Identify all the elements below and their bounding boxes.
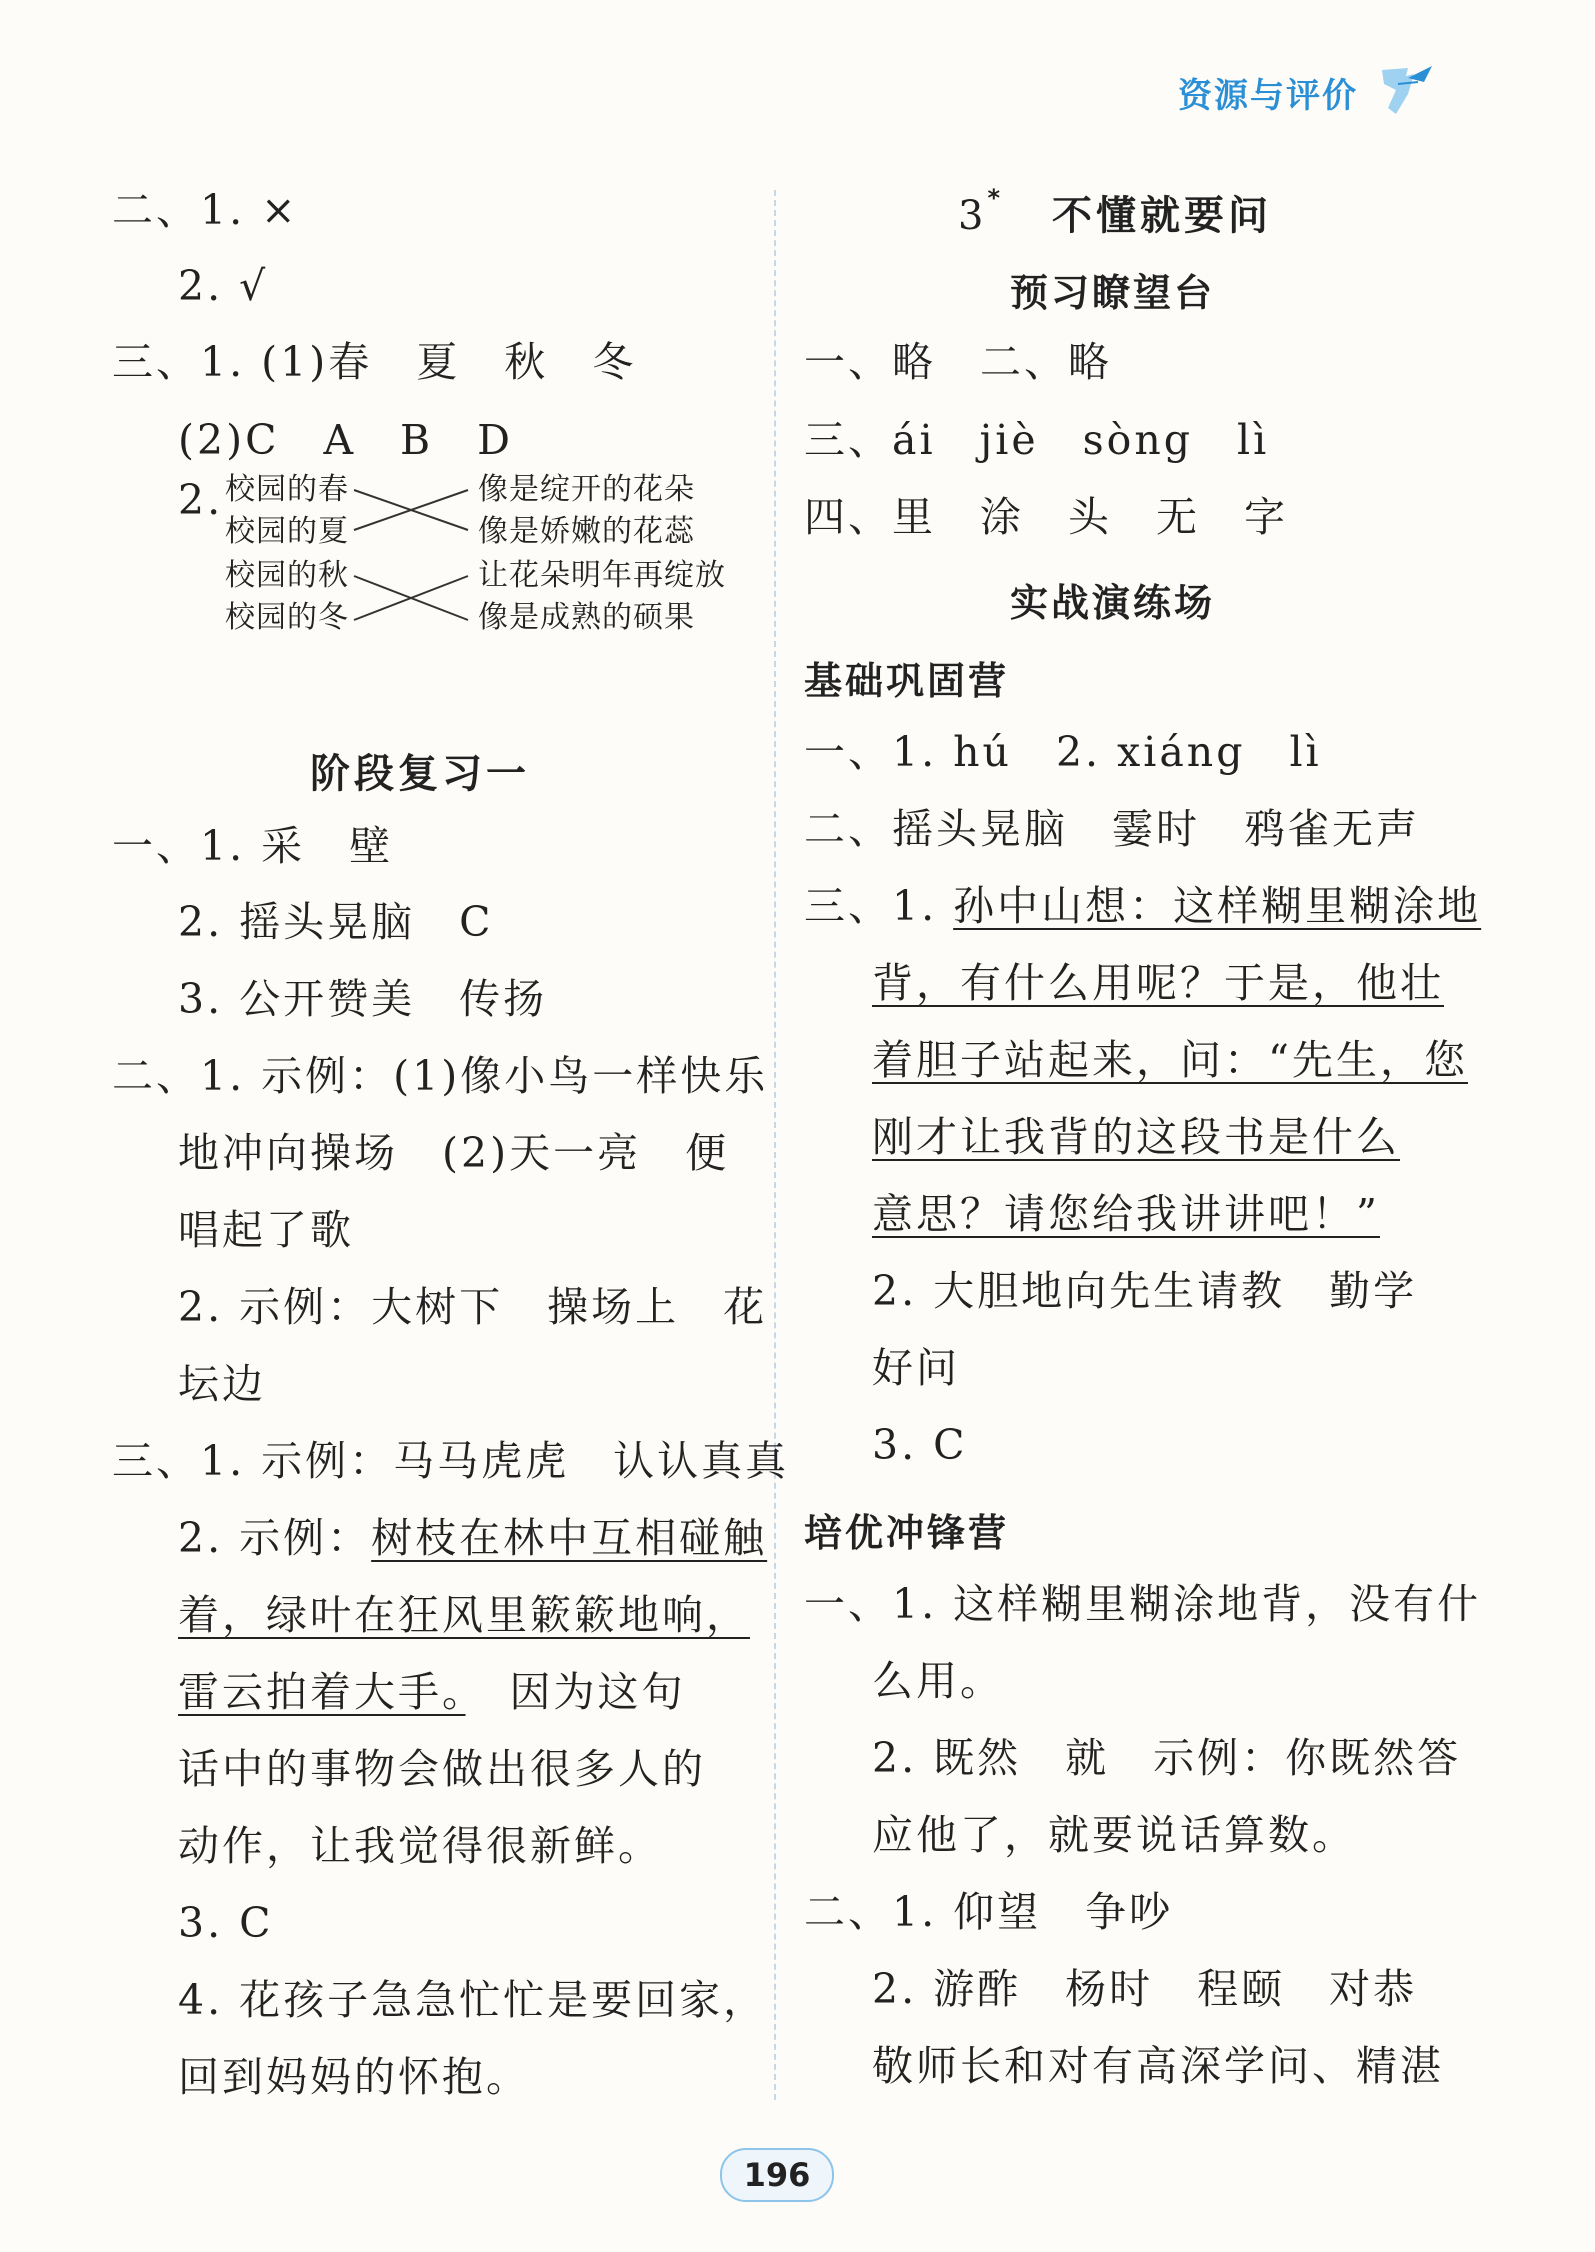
answer-line: 3. 公开赞美 传扬 — [178, 975, 548, 1023]
match-left-item: 校园的秋 — [225, 558, 349, 593]
answer-line: 2. 摇头晃脑 C — [178, 898, 494, 946]
match-left-item: 校园的春 — [225, 472, 349, 507]
lesson-number: 3 — [958, 193, 988, 239]
underlined-text: 刚才让我背的这段书是什么 — [872, 1113, 1400, 1161]
lesson-title-text: 不懂就要问 — [1051, 193, 1272, 239]
underlined-text: 孙中山想：这样糊里糊涂地 — [953, 882, 1482, 930]
answer-line: 三、ái jiè sòng lì — [804, 416, 1270, 464]
answer-line: 2. 示例：大树下 操场上 花 — [178, 1283, 768, 1331]
underlined-text: 树枝在林中互相碰触 — [371, 1514, 768, 1562]
answer-line — [804, 882, 1481, 930]
answer-line: 回到妈妈的怀抱。 — [178, 2053, 530, 2101]
subsection-title: 培优冲锋营 — [804, 1511, 1010, 1555]
underlined-text: 意思？请您给我讲讲吧！” — [872, 1190, 1380, 1238]
answer-line: 4. 花孩子急急忙忙是要回家， — [178, 1976, 768, 2024]
answer-line: 3. C — [872, 1421, 968, 1469]
answer-line: 2. 大胆地向先生请教 勤学 — [872, 1267, 1418, 1315]
answer-text: 三、1. — [804, 882, 954, 930]
match-left-item: 校园的冬 — [225, 600, 349, 635]
match-left-item: 校园的夏 — [225, 514, 349, 549]
answer-line: 应他了，就要说话算数。 — [872, 1811, 1356, 1859]
answer-line: 么用。 — [872, 1657, 1004, 1705]
column-divider — [774, 190, 776, 2100]
answer-line: 好问 — [872, 1344, 960, 1392]
answer-line: 坛边 — [178, 1360, 266, 1408]
underlined-text: 背，有什么用呢？于是，他壮 — [872, 959, 1444, 1007]
answer-line: 二、1. 仰望 争吵 — [804, 1888, 1174, 1936]
subsection-title: 基础巩固营 — [804, 659, 1010, 703]
answer-line: 唱起了歌 — [178, 1206, 354, 1254]
answer-line: 敬师长和对有高深学问、精湛 — [872, 2042, 1444, 2090]
lesson-title — [958, 184, 1272, 241]
underlined-text: 雷云拍着大手。 — [178, 1668, 466, 1716]
brand-logo-icon — [1378, 64, 1438, 118]
answer-line: 三、1. 示例：马马虎虎 认认真真 — [112, 1437, 790, 1485]
answer-line: 四、里 涂 头 无 字 — [804, 493, 1288, 541]
answer-line: 话中的事物会做出很多人的 — [178, 1745, 706, 1793]
answer-line: 一、1. 这样糊里糊涂地背，没有什 — [804, 1580, 1482, 1628]
answer-line: 地冲向操场 (2)天一亮 便 — [178, 1129, 730, 1177]
answer-line: 3. C — [178, 1899, 274, 1947]
answer-text: 2. 示例： — [178, 1514, 372, 1562]
answer-line: 2. 游酢 杨时 程颐 对恭 — [872, 1965, 1418, 2013]
subsection-title: 预习瞭望台 — [1010, 271, 1216, 315]
match-right-item: 像是成熟的硕果 — [478, 600, 695, 635]
matching-lines — [350, 470, 480, 640]
answer-line: 2. √ — [178, 262, 269, 310]
lesson-star: * — [987, 184, 1005, 212]
answer-line: 二、1. 示例：(1)像小鸟一样快乐 — [112, 1052, 769, 1100]
answer-line: 一、1. 采 壁 — [112, 822, 394, 870]
answer-line: 三、1. (1)春 夏 秋 冬 — [112, 338, 637, 386]
answer-line: 二、1. × — [112, 186, 299, 234]
answer-line: 2. — [178, 476, 224, 524]
match-right-item: 像是绽开的花朵 — [478, 472, 695, 507]
match-right-item: 像是娇嫩的花蕊 — [478, 514, 695, 549]
answer-line — [178, 1668, 686, 1716]
answer-line — [178, 1514, 767, 1562]
section-title: 阶段复习一 — [310, 751, 530, 797]
answer-line: 2. 既然 就 示例：你既然答 — [872, 1734, 1462, 1782]
underlined-text: 着胆子站起来，问：“先生，您 — [872, 1036, 1468, 1084]
match-right-item: 让花朵明年再绽放 — [478, 558, 726, 593]
header-brand: 资源与评价 — [1178, 76, 1358, 116]
underlined-text: 着，绿叶在狂风里簌簌地响， — [178, 1591, 750, 1639]
page-number: 196 — [720, 2148, 834, 2202]
answer-line: 一、略 二、略 — [804, 338, 1112, 386]
answer-line: 动作，让我觉得很新鲜。 — [178, 1822, 662, 1870]
answer-text: 因为这句 — [465, 1668, 686, 1716]
answer-line: 一、1. hú 2. xiáng lì — [804, 728, 1322, 776]
answer-line: 二、摇头晃脑 霎时 鸦雀无声 — [804, 805, 1420, 853]
subsection-title: 实战演练场 — [1010, 581, 1216, 625]
answer-line: (2)C A B D — [178, 416, 514, 464]
